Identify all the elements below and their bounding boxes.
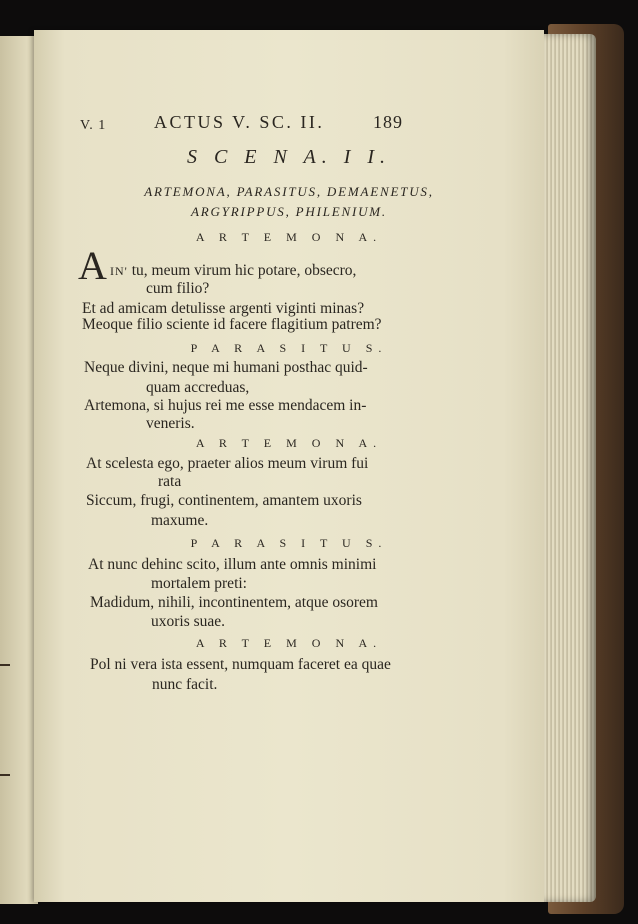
verse-line: veneris. <box>146 415 195 432</box>
drop-cap: A <box>78 243 107 288</box>
personae-line: ARGYRIPPUS, PHILENIUM. <box>191 204 387 219</box>
speaker-heading: P A R A S I T U S. <box>190 341 388 355</box>
verse-line <box>110 262 356 280</box>
margin-mark <box>0 664 10 666</box>
verse-line: Et ad amicam detulisse argenti viginti minas? <box>82 300 365 317</box>
verse-line: cum filio? <box>146 280 210 297</box>
verse-line: nunc facit. <box>152 676 218 693</box>
book-page <box>34 30 544 902</box>
personae-line: ARTEMONA, PARASITUS, DEMAENETUS, <box>144 184 434 199</box>
speaker-heading: A R T E M O N A. <box>195 230 383 244</box>
verse-line: mortalem preti: <box>151 575 247 592</box>
verse-line: Madidum, nihili, incontinentem, atque osorem <box>90 594 378 611</box>
verse-line: Neque divini, neque mi humani posthac quid- <box>84 359 368 376</box>
verse-line: At scelesta ego, praeter alios meum virum fui <box>86 455 369 472</box>
small-caps-opening: IN' <box>110 264 128 278</box>
scene-title: S C E N A. I I. <box>186 146 392 168</box>
verse-line: quam accreduas, <box>146 379 250 396</box>
verse-line: At nunc dehinc scito, illum ante omnis minimi <box>88 556 377 573</box>
speaker-heading: A R T E M O N A. <box>195 436 383 450</box>
verse-line: maxume. <box>151 512 209 529</box>
margin-mark <box>0 774 10 776</box>
verse-line: Meoque filio sciente id facere flagitium patrem? <box>82 316 382 333</box>
verse-line: Artemona, si hujus rei me esse mendacem in- <box>84 397 367 414</box>
verse-line: rata <box>158 473 182 490</box>
verse-line: uxoris suae. <box>151 613 226 630</box>
speaker-heading: A R T E M O N A. <box>195 636 383 650</box>
page-number: 189 <box>373 112 403 132</box>
signature-mark: V. 1 <box>80 118 107 133</box>
facing-page-edge <box>0 36 38 904</box>
verse-line: Pol ni vera ista essent, numquam faceret ea quae <box>90 656 391 673</box>
verse-line-text: tu, meum virum hic potare, obsecro, <box>127 262 357 279</box>
running-title: ACTUS V. SC. II. <box>154 112 325 132</box>
speaker-heading: P A R A S I T U S. <box>190 536 388 550</box>
verse-line: Siccum, frugi, continentem, amantem uxoris <box>86 492 362 509</box>
